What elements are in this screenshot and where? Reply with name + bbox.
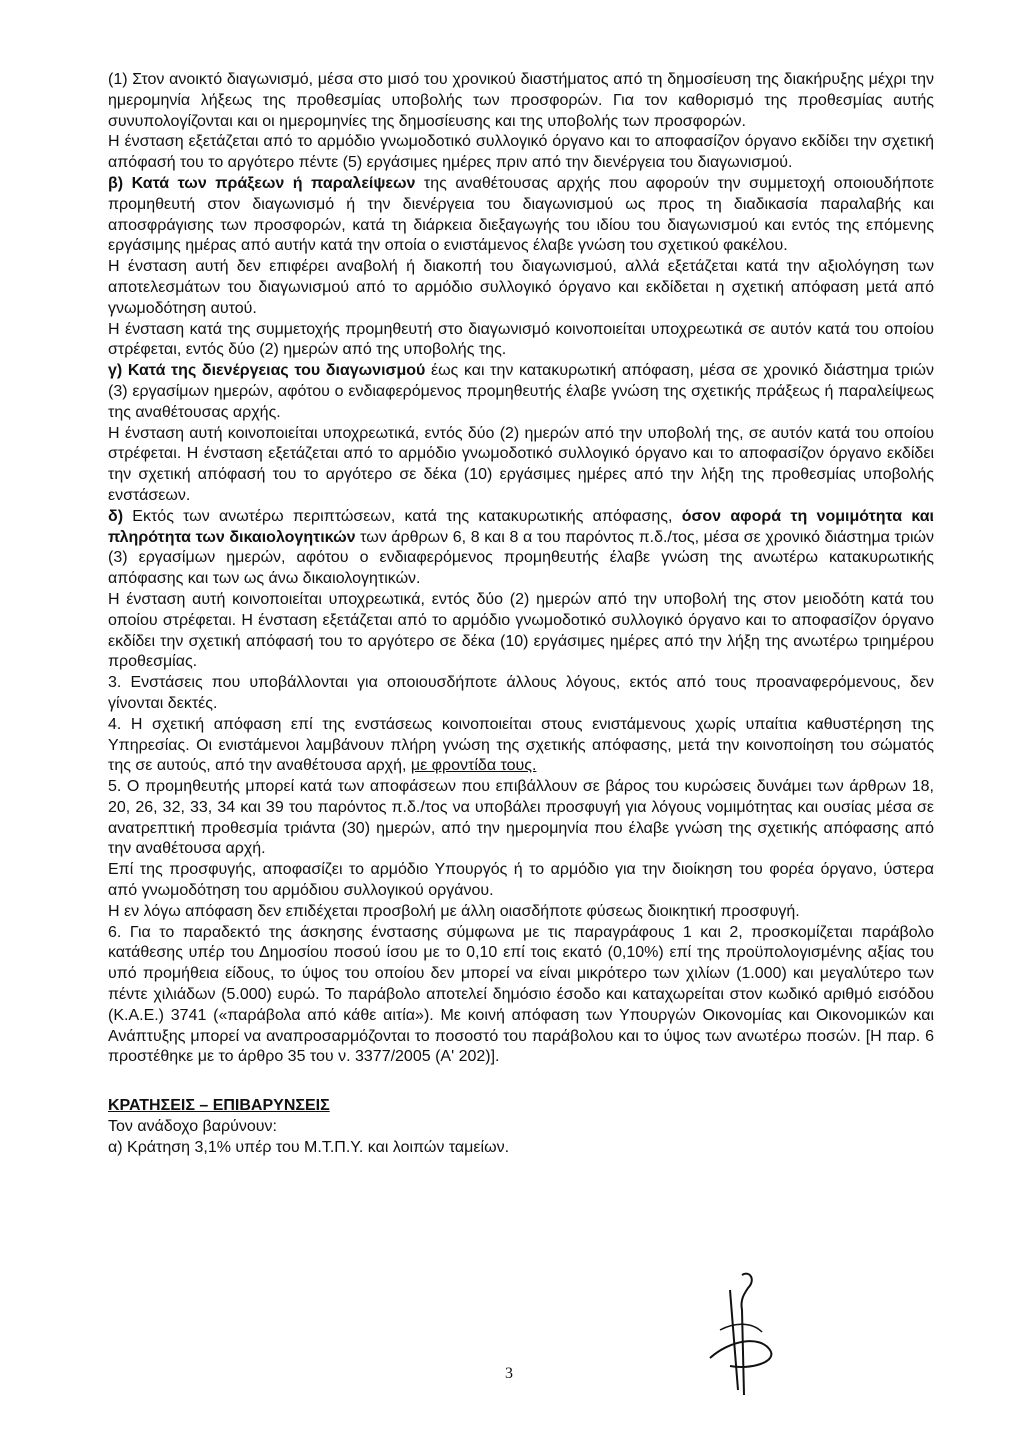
paragraph-1: (1) Στον ανοικτό διαγωνισμό, μέσα στο μισό του χρονικού διαστήματος από τη δημοσίευση της διακήρυξης μέχρι την ημερομηνία λήξεως της προθεσμίας υποβολής των προσφορών. Για τον καθορισμό της προθεσμίας αυτής συνυπολογίζονται και οι ημερομηνίες της δημοσίευσης και της υποβολής των προσφορών.	[108, 71, 934, 130]
paragraph-b-text: της αναθέτουσας αρχής που αφορούν την συμμετοχή οποιουδήποτε προμηθευτή στον διαγωνισμό ή την διενέργεια του διαγωνισμού ως προς τη διαδικασία παραλαβής και αποσφράγισης των προσφορών, κατά τη διάρκεια διεξαγωγής του ιδίου του διαγωνισμού και εντός της επόμενης εργάσιμης ημέρας από αυτήν κατά την οποία ο ενιστάμενος έλαβε γνώση του σχετικού φακέλου.	[108, 174, 935, 255]
section-line-2: α) Κράτηση 3,1% υπέρ του Μ.Τ.Π.Υ. και λοιπών ταμείων.	[108, 1138, 510, 1156]
paragraph-5: Η ένσταση κατά της συμμετοχής προμηθευτή στο διαγωνισμό κοινοποιείται υποχρεωτικά σε αυτόν κατά του οποίου στρέφεται, εντός δύο (2) ημερών από της υποβολής της.	[108, 320, 934, 359]
deductions-section	[108, 1096, 934, 1158]
paragraph-4: Η ένσταση αυτή δεν επιφέρει αναβολή ή διακοπή του διαγωνισμού, αλλά εξετάζεται κατά την αξιολόγηση των αποτελεσμάτων του διαγωνισμού από το αρμόδιο συλλογικό όργανο και εκδίδεται η σχετική απόφαση μετά από γνωμοδότηση αυτού.	[108, 258, 934, 317]
paragraph-13: Επί της προσφυγής, αποφασίζει το αρμόδιο Υπουργός ή το αρμόδιο για την διοίκηση του φορέα όργανο, ύστερα από γνωμοδότηση του αρμόδιου συλλογικού οργάνου.	[108, 861, 934, 900]
paragraph-d-text2: των άρθρων 6, 8 και 8 α του παρόντος π.δ./τος, μέσα σε χρονικό διάστημα τριών (3) εργασίμων ημερών, αφότου ο ενδιαφερόμενος προμηθευτής έλαβε γνώση της ανωτέρω κατακυρωτικής απόφασης και των ως άνω δικαιολογητικών.	[108, 528, 934, 588]
paragraph-15: 6. Για το παραδεκτό της άσκησης ένστασης σύμφωνα με τις παραγράφους 1 και 2, προσκομίζεται παράβολο κατάθεσης υπέρ του Δημοσίου ποσού ίσου με το 0,10 επί τοις εκατό (0,10%) επί της προϋπολογισμένης αξίας του υπό προμήθεια είδους, το ύψος του οποίου δεν μπορεί να είναι μικρότερο των χιλίων (1.000) και μεγαλύτερο των πέντε χιλιάδων (5.000) ευρώ. Το παράβολο αποτελεί δημόσιο έσοδο και καταχωρείται στον κωδικό αριθμό εισόδου (Κ.Α.Ε.) 3741 («παράβολα από κάθε αιτία»). Με κοινή απόφαση των Υπουργών Οικονομίας και Οικονομικών και Ανάπτυξης μπορεί να αναπροσαρμόζονται το ποσοστό του παράβολου και το ύψος των ανωτέρω ποσών. [Η παρ. 6 προστέθηκε με το άρθρο 35 του ν. 3377/2005 (Α' 202)].	[108, 923, 934, 1066]
paragraph-d-lead: δ)	[108, 507, 124, 525]
paragraph-11	[108, 715, 934, 777]
section-line-1: Τον ανάδοχο βαρύνουν:	[108, 1118, 277, 1136]
paragraph-b-lead: β) Κατά των πράξεων ή παραλείψεων	[108, 174, 416, 192]
paragraph-14: Η εν λόγω απόφαση δεν επιδέχεται προσβολή με άλλη οιασδήποτε φύσεως διοικητική προσφυγή.	[108, 902, 800, 920]
paragraph-d-lead2: όσον αφορά τη νομιμότητα και πληρότητα των δικαιολογητικών	[108, 507, 935, 546]
paragraph-12: 5. Ο προμηθευτής μπορεί κατά των αποφάσεων που επιβάλλουν σε βάρος του κυρώσεις δυνάμει των άρθρων 18, 20, 26, 32, 33, 34 και 39 του παρόντος π.δ./τος να υποβάλει προσφυγή για λόγους νομιμότητας και ουσίας μέσα σε ανατρεπτική προθεσμία τριάντα (30) ημερών, από την ημερομηνία που έλαβε γνώση της σχετικής απόφασης από την αναθέτουσα αρχή.	[108, 778, 934, 858]
page-number: 3	[505, 1365, 513, 1382]
signature-mark	[690, 1270, 800, 1400]
section-title: ΚΡΑΤΗΣΕΙΣ – ΕΠΙΒΑΡΥΝΣΕΙΣ	[108, 1097, 330, 1115]
paragraph-10: 3. Ενστάσεις που υποβάλλονται για οποιουσδήποτε άλλους λόγους, εκτός από τους προαναφερόμενους, δεν γίνονται δεκτές.	[108, 674, 934, 712]
paragraph-c-lead: γ) Κατά της διενέργειας του διαγωνισμού	[108, 362, 426, 380]
paragraph-9: Η ένσταση αυτή κοινοποιείται υποχρεωτικά, εντός δύο (2) ημερών από την υποβολή της στον μειοδότη κατά του οποίου στρέφεται. Η ένσταση εξετάζεται από το αρμόδιο γνωμοδοτικό συλλογικό όργανο και το αποφασίζον όργανο εκδίδει την σχετική απόφασή του το αργότερο σε δέκα (10) εργάσιμες ημέρες από την λήξη της ανωτέρω τριημέρου προθεσμίας.	[108, 590, 934, 671]
paragraph-d	[108, 507, 934, 590]
paragraph-b	[108, 174, 934, 257]
paragraph-c	[108, 361, 934, 423]
paragraph-c-text: έως και την κατακυρωτική απόφαση, μέσα σε χρονικό διάστημα τριών (3) εργασίμων ημερών, αφότου ο ενδιαφερόμενος προμηθευτής έλαβε γνώση της σχετικής πράξεως ή παραλείψεως της αναθέτουσας αρχής.	[108, 362, 935, 421]
document-body	[108, 70, 934, 1159]
paragraph-d-text: Εκτός των ανωτέρω περιπτώσεων, κατά της κατακυρωτικής απόφασης,	[123, 507, 682, 525]
paragraph-11-text: 4. Η σχετική απόφαση επί της ενστάσεως κοινοποιείται στους ενιστάμενους χωρίς υπαίτια καθυστέρηση της Υπηρεσίας. Οι ενιστάμενοι λαμβάνουν πλήρη γνώση της σχετικής απόφασης, μετά την κοινοποίηση του σώματός της σε αυτούς, από την αναθέτουσα αρχή,	[108, 715, 934, 775]
paragraph-2: Η ένσταση εξετάζεται από το αρμόδιο γνωμοδοτικό συλλογικό όργανο και το αποφασίζον όργανο εκδίδει την σχετική απόφασή του το αργότερο πέντε (5) εργάσιμες ημέρες πριν από την διενέργεια του διαγωνισμού.	[108, 133, 934, 172]
paragraph-7: Η ένσταση αυτή κοινοποιείται υποχρεωτικά, εντός δύο (2) ημερών από την υποβολή της, σε αυτόν κατά του οποίου στρέφεται. Η ένσταση εξετάζεται από το αρμόδιο γνωμοδοτικό συλλογικό όργανο και το αποφασίζον όργανο εκδίδει την σχετική απόφασή του το αργότερο σε δέκα (10) εργάσιμες ημέρες από την λήξη της προθεσμίας υποβολής ενστάσεων.	[108, 424, 934, 504]
paragraph-11-underlined: με φροντίδα τους.	[410, 757, 537, 775]
